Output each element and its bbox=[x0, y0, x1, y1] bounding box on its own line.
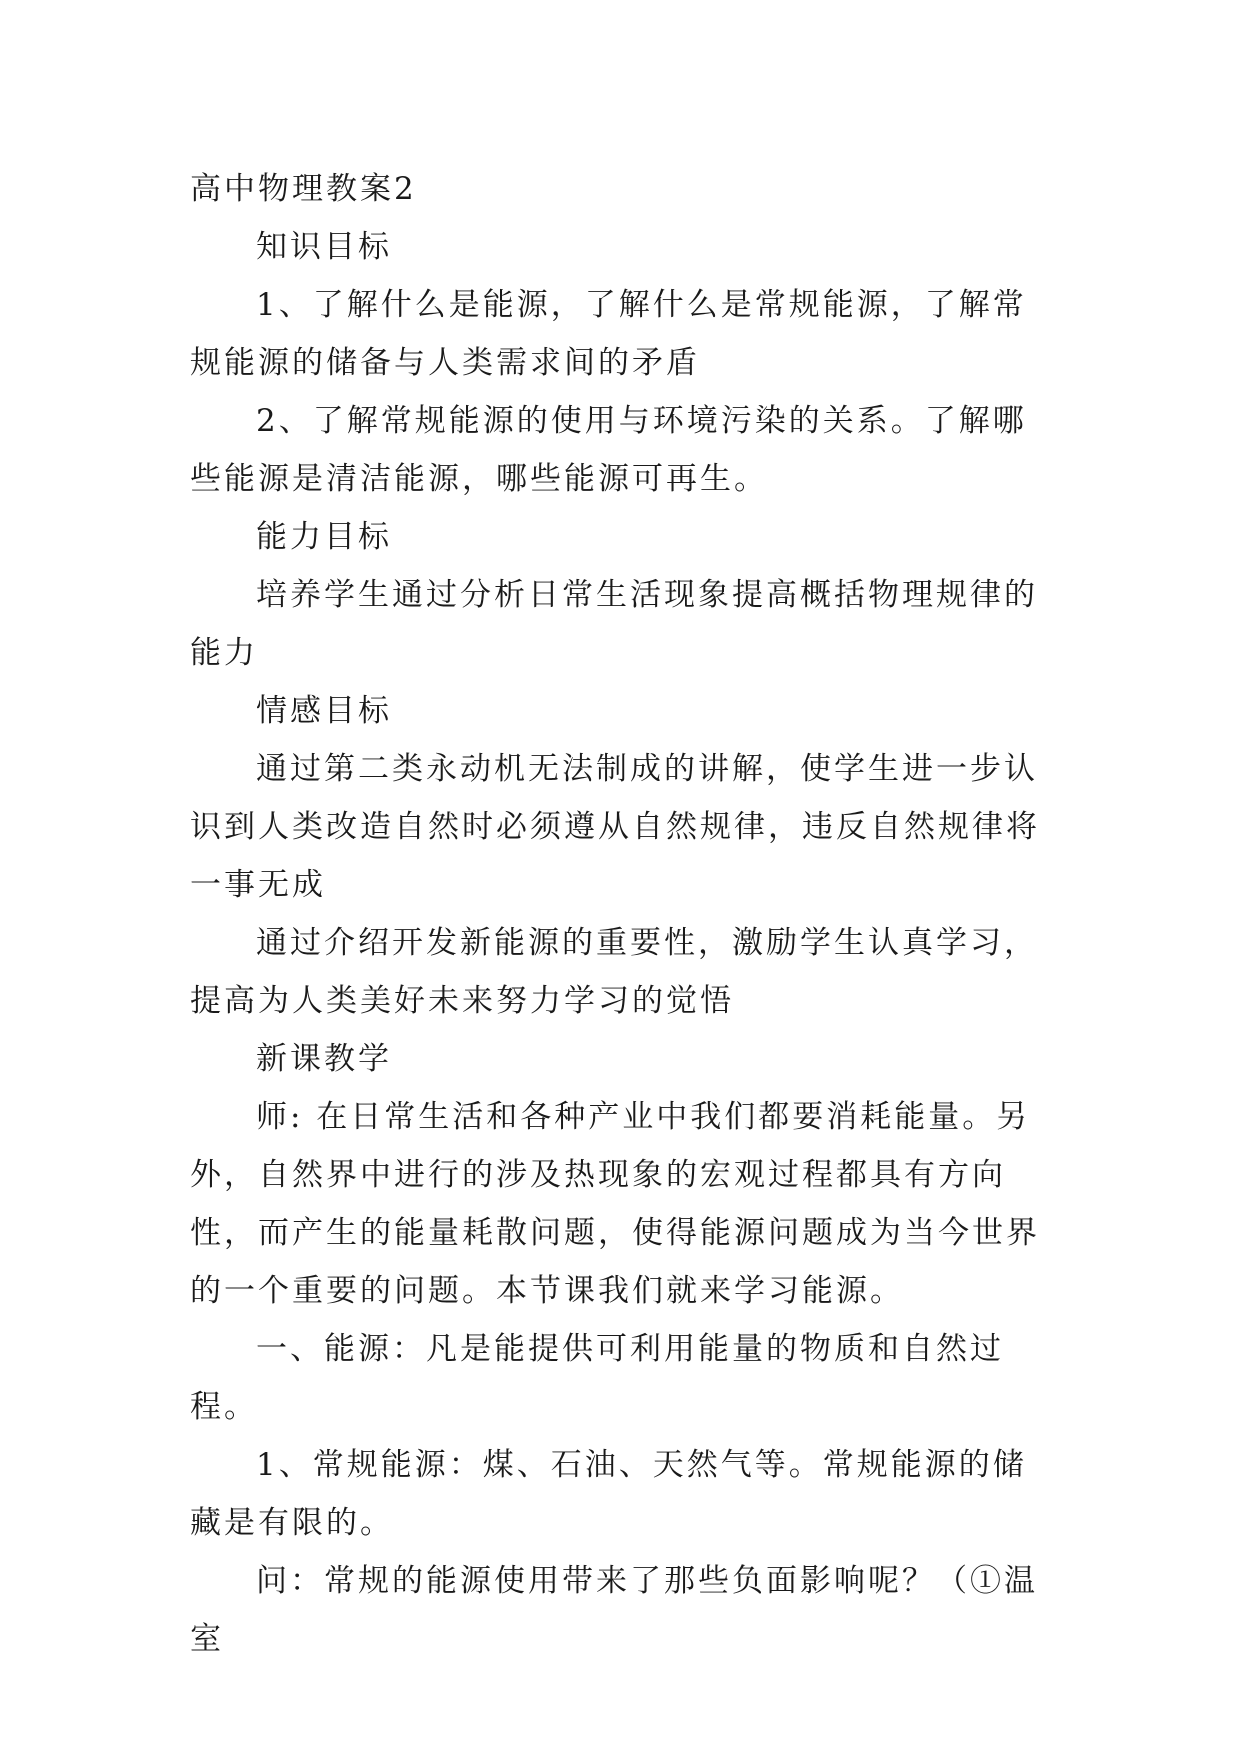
heading-emotion-goals: 情感目标 bbox=[256, 693, 392, 729]
paragraph-conventional-energy: 1、常规能源：煤、石油、天然气等。常规能源的储藏是有限的。 bbox=[190, 1447, 1027, 1541]
paragraph-goal-2: 2、了解常规能源的使用与环境污染的关系。了解哪些能源是清洁能源，哪些能源可再生。 bbox=[190, 403, 1027, 497]
heading-ability-goals: 能力目标 bbox=[256, 519, 392, 555]
paragraph-ability: 培养学生通过分析日常生活现象提高概括物理规律的能力 bbox=[190, 577, 1038, 671]
paragraph-emotion-1: 通过第二类永动机无法制成的讲解，使学生进一步认识到人类改造自然时必须遵从自然规律，违反自然规律将一事无成 bbox=[190, 751, 1040, 903]
paragraph-question: 问：常规的能源使用带来了那些负面影响呢？（①温室 bbox=[190, 1563, 1038, 1657]
paragraph-energy-definition: 一、能源：凡是能提供可利用能量的物质和自然过程。 bbox=[190, 1331, 1004, 1425]
document-title: 高中物理教案2 bbox=[190, 171, 417, 207]
heading-knowledge-goals: 知识目标 bbox=[256, 229, 392, 265]
paragraph-teacher: 师: 在日常生活和各种产业中我们都要消耗能量。另外，自然界中进行的涉及热现象的宏观过程都具有方向性，而产生的能量耗散问题，使得能源问题成为当今世界的一个重要的问题。本节课我们就来学习能源。 bbox=[190, 1099, 1040, 1309]
paragraph-emotion-2: 通过介绍开发新能源的重要性，激励学生认真学习，提高为人类美好未来努力学习的觉悟 bbox=[190, 925, 1038, 1019]
heading-new-lesson: 新课教学 bbox=[256, 1041, 392, 1077]
document-body bbox=[190, 160, 1060, 1668]
paragraph-goal-1: 1、了解什么是能源，了解什么是常规能源，了解常规能源的储备与人类需求间的矛盾 bbox=[190, 287, 1027, 381]
